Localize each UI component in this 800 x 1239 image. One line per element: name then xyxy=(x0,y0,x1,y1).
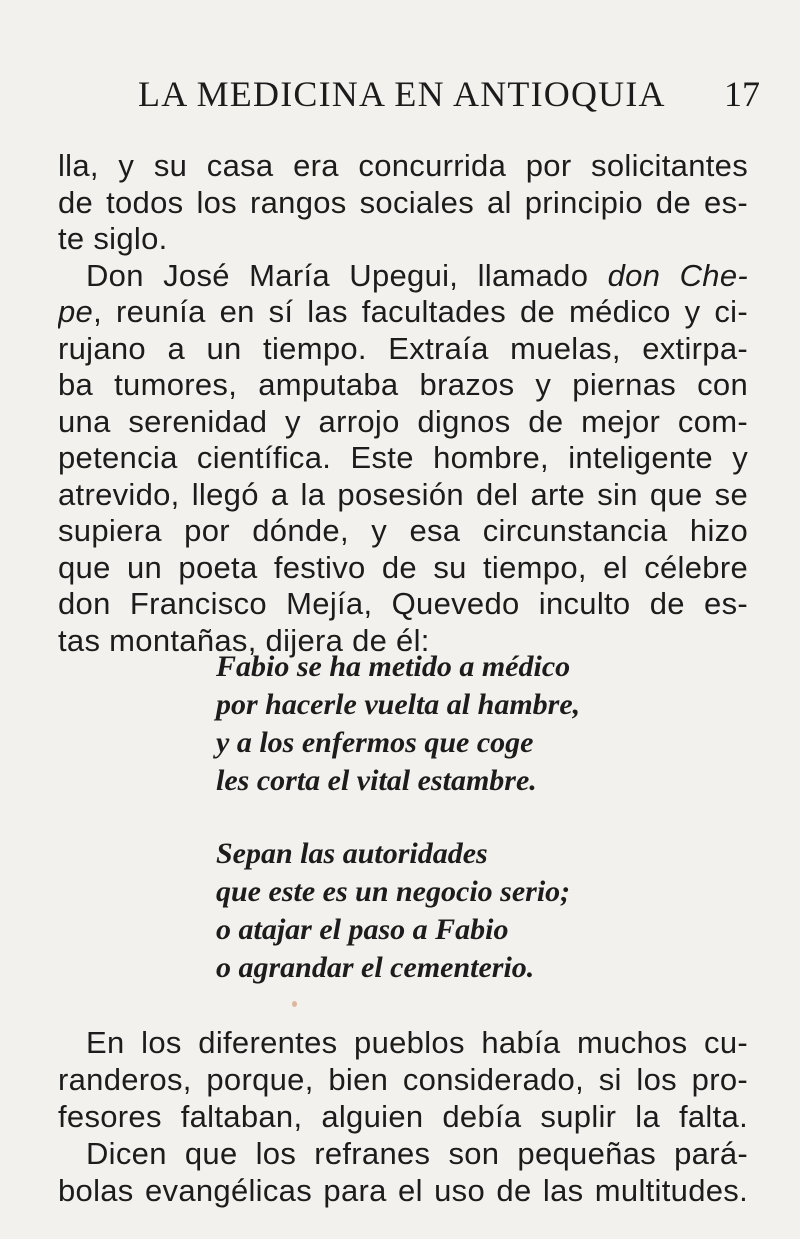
italic-nickname: don Che- xyxy=(607,257,748,293)
poem-verse: o agrandar el cementerio. xyxy=(216,951,535,984)
page-header xyxy=(0,74,800,114)
text-line: petencia científica. Este hombre, inteligente y xyxy=(58,440,748,475)
text-run: , reunía en sí las facultades de médico y ci- xyxy=(93,294,748,329)
poem-verse: Sepan las autoridades xyxy=(216,837,488,870)
poem-stanza-2 xyxy=(216,835,736,987)
poem-verse: por hacerle vuelta al hambre, xyxy=(216,688,581,721)
text-line: tas montañas, dijera de él: xyxy=(58,622,430,658)
text-line: fesores faltaban, alguien debía suplir la falta. xyxy=(58,1099,748,1134)
text-line: ba tumores, amputaba brazos y piernas con xyxy=(58,367,748,402)
text-line: randeros, porque, bien considerado, si los pro- xyxy=(58,1062,748,1097)
poem-verse: o atajar el paso a Fabio xyxy=(216,913,509,946)
text-line: don Francisco Mejía, Quevedo inculto de es- xyxy=(58,586,748,621)
text-line xyxy=(58,294,748,331)
ink-spot xyxy=(292,1001,297,1007)
text-line xyxy=(58,258,748,295)
text-line: supiera por dónde, y esa circunstancia hizo xyxy=(58,513,748,548)
poem-verse: les corta el vital estambre. xyxy=(216,764,537,797)
body-text xyxy=(58,148,748,659)
poem-verse: que este es un negocio serio; xyxy=(216,875,571,908)
italic-nickname-end: pe xyxy=(58,294,94,329)
poem-stanza-1 xyxy=(216,648,736,800)
text-line: que un poeta festivo de su tiempo, el célebre xyxy=(58,549,748,585)
text-line: una serenidad y arrojo dignos de mejor com- xyxy=(58,403,748,439)
running-title: LA MEDICINA EN ANTIOQUIA xyxy=(138,74,666,114)
page-number: 17 xyxy=(724,74,760,114)
text-run: Don José María Upegui, llamado xyxy=(86,257,608,293)
text-line: atrevido, llegó a la posesión del arte sin que se xyxy=(58,476,748,512)
text-line: bolas evangélicas para el uso de las multitudes. xyxy=(58,1173,748,1208)
closing-paragraph xyxy=(58,1024,748,1209)
text-line: Dicen que los refranes son pequeñas pará- xyxy=(86,1136,748,1171)
poem-verse: y a los enfermos que coge xyxy=(216,726,534,759)
text-line: de todos los rangos sociales al principio de es- xyxy=(58,184,748,220)
poem-verse: Fabio se ha metido a médico xyxy=(216,650,571,683)
text-line: En los diferentes pueblos había muchos cu- xyxy=(86,1025,748,1060)
text-line: te siglo. xyxy=(58,221,168,256)
text-line: rujano a un tiempo. Extraía muelas, extirpa- xyxy=(58,330,748,366)
text-line: lla, y su casa era concurrida por solicitantes xyxy=(58,148,748,183)
